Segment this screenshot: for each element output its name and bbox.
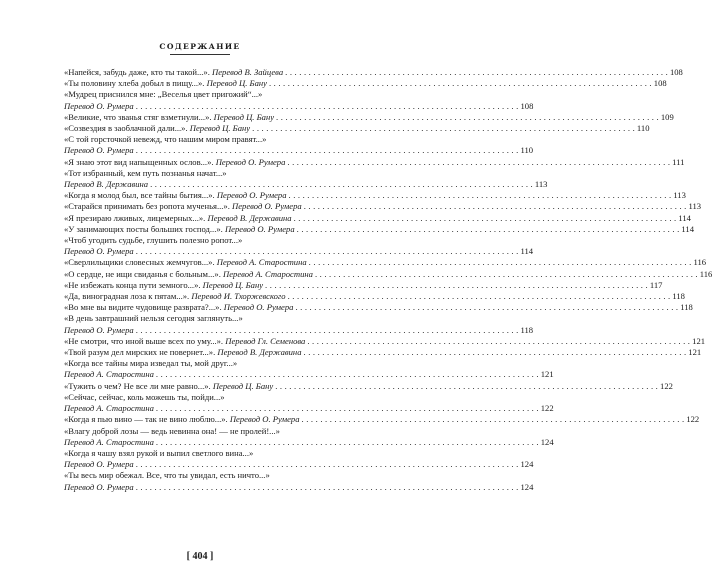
- toc-entry-text: [64, 437, 154, 448]
- toc-page-number: 114: [681, 223, 694, 234]
- translator-credit: Перевод О. Румера: [64, 459, 134, 470]
- toc-page-number: 124: [520, 459, 534, 470]
- dot-leader: [252, 123, 635, 134]
- toc-page-number: 121: [688, 347, 702, 358]
- toc-entry-text: [64, 157, 285, 168]
- poem-first-line: «Старайся принимать без ропота мученья...».: [64, 201, 233, 212]
- poem-first-line: «Ты половину хлеба добыл в пищу...».: [64, 78, 207, 89]
- poem-first-line: «Когда я пью вино — так не вино люблю...».: [64, 414, 230, 425]
- toc-entry-text: [64, 302, 293, 313]
- translator-credit: Перевод Ц. Бану: [189, 123, 251, 134]
- toc-entry: [64, 156, 685, 168]
- toc-entry: [64, 67, 683, 78]
- toc-entry-line: [64, 212, 691, 224]
- toc-entry: [64, 201, 702, 212]
- toc-entry-text: [64, 313, 243, 324]
- poem-first-line: «В день завтрашний нельзя сегодня заглянуть...»: [64, 313, 243, 324]
- toc-entry: [64, 78, 667, 89]
- toc-entry-text: [64, 235, 242, 246]
- toc-entry: [64, 111, 674, 123]
- poem-first-line: «Тот избранный, кем путь познанья начат...»: [64, 167, 227, 178]
- toc-entry-line: [64, 380, 673, 392]
- toc-entry-text: [64, 134, 266, 145]
- toc-entry-text: [64, 101, 134, 112]
- toc-entry-text: [64, 179, 148, 190]
- translator-credit: Перевод О. Румера: [223, 302, 294, 313]
- toc-entry-line: [64, 235, 346, 246]
- translator-credit: Перевод И. Тхоржевского: [191, 291, 286, 302]
- poem-first-line: «Мудрец приснился мне: „Веселья цвет пригожий“...»: [64, 89, 263, 100]
- translator-credit: Перевод О. Румера: [224, 223, 295, 234]
- toc-entry-line: [64, 369, 554, 380]
- dot-leader: [289, 190, 672, 201]
- dot-leader: [136, 325, 519, 336]
- dot-leader: [136, 101, 519, 112]
- poem-first-line: «Созвездия в заоблачной дали...».: [64, 123, 190, 134]
- toc-entry-line: [64, 448, 346, 459]
- dot-leader: [304, 347, 687, 358]
- toc-entry-text: [64, 448, 253, 459]
- poem-first-line: «С той горсточкой невежд, что нашим миром правят...»: [64, 134, 267, 145]
- toc-entry-text: [64, 280, 263, 291]
- dot-leader: [275, 381, 658, 392]
- toc-entry-text: [64, 213, 292, 224]
- poem-first-line: «Ты весь мир обежал. Все, что ты увидал, есть ничто...»: [64, 470, 270, 481]
- toc-entry-line: [64, 426, 346, 437]
- toc-entry-line: [64, 268, 712, 280]
- dot-leader: [276, 112, 659, 123]
- toc-entry: [64, 358, 554, 380]
- toc-entry: [64, 190, 686, 201]
- translator-credit: Перевод О. Румера: [64, 100, 134, 111]
- poem-first-line: «Я презираю лживых, лицемерных...».: [64, 212, 208, 223]
- translator-credit: Перевод О. Румера: [64, 145, 134, 156]
- toc-entry-text: [64, 201, 302, 212]
- translator-credit: Перевод А. Старостина: [216, 257, 307, 268]
- toc-entry-text: [64, 291, 286, 302]
- toc-page-number: 116: [693, 257, 707, 268]
- toc-entry-line: [64, 190, 686, 201]
- dot-leader: [156, 437, 539, 448]
- dot-leader: [309, 257, 692, 268]
- toc-page-number: 116: [699, 268, 712, 279]
- toc-entry: [64, 212, 691, 224]
- translator-credit: Перевод О. Румера: [64, 246, 134, 257]
- toc-entry-line: [64, 78, 667, 89]
- toc-page-number: 124: [540, 436, 554, 447]
- toc-entry-text: [64, 426, 280, 437]
- poem-first-line: «Когда я чашу взял рукой и выпил светлого вина...»: [64, 447, 254, 458]
- dot-leader: [307, 336, 690, 347]
- page-number: [ 404 ]: [186, 551, 214, 562]
- dot-leader: [156, 403, 539, 414]
- dot-leader: [295, 302, 678, 313]
- dot-leader: [136, 482, 519, 493]
- toc-entry-text: [64, 257, 307, 268]
- dot-leader: [136, 145, 519, 156]
- translator-credit: Перевод В. Державина: [217, 347, 302, 358]
- toc-entry-text: [64, 414, 300, 425]
- toc-entry-line: [64, 403, 554, 414]
- toc-entry-line: [64, 134, 346, 145]
- toc-entry-line: [64, 459, 534, 470]
- toc-entry-text: [64, 123, 250, 134]
- poem-first-line: «Во мне вы видите чудовище разврата?...».: [64, 302, 224, 313]
- toc-entry: [64, 470, 534, 492]
- poem-first-line: «Чтоб угодить судьбе, глушить полезно ропот...»: [64, 235, 243, 246]
- poem-first-line: «Великие, что званья стяг взметнули...».: [64, 111, 214, 122]
- toc-entry-text: [64, 67, 283, 78]
- poem-first-line: «Когда я молод был, все тайны бытия...».: [64, 190, 217, 201]
- poem-first-line: «Не смотри, что иной выше всех по уму...».: [64, 335, 226, 346]
- poem-first-line: «Когда все тайны мира изведал ты, мой друг...»: [64, 358, 238, 369]
- toc-entry-line: [64, 201, 702, 212]
- toc-entry: [64, 425, 554, 448]
- toc-entry: [64, 167, 548, 190]
- toc-entry: [64, 223, 694, 235]
- dot-leader: [136, 459, 519, 470]
- translator-credit: Перевод А. Старостина: [223, 268, 313, 279]
- dot-leader: [265, 280, 648, 291]
- toc-page-number: 122: [686, 414, 700, 425]
- toc-entry-line: [64, 302, 693, 313]
- dot-leader: [287, 157, 670, 168]
- toc-entry: [64, 347, 702, 358]
- toc-page-number: 118: [520, 324, 534, 335]
- toc-entry-text: [64, 392, 225, 403]
- toc-page-number: 124: [520, 481, 534, 492]
- toc-entry-line: [64, 100, 534, 112]
- toc-entry-text: [64, 246, 134, 257]
- translator-credit: Перевод О. Румера: [64, 481, 134, 492]
- toc-page-number: 121: [692, 335, 706, 346]
- toc-entry-text: [64, 381, 273, 392]
- dot-leader: [294, 213, 677, 224]
- toc-entry: [64, 257, 707, 268]
- toc-page-number: 110: [636, 123, 650, 134]
- translator-credit: Перевод О. Румера: [232, 201, 302, 212]
- dot-leader: [150, 179, 533, 190]
- poem-first-line: «Не избежать конца пути земного...».: [64, 279, 203, 290]
- toc-entry: [64, 335, 706, 347]
- poem-first-line: «Я знаю этот вид напыщенных ослов...».: [64, 156, 216, 167]
- poem-first-line: «Напейся, забудь даже, кто ты такой...».: [64, 67, 213, 77]
- toc-entry: [64, 313, 534, 335]
- toc-entry-line: [64, 156, 685, 168]
- toc-page-number: 114: [678, 212, 691, 223]
- toc-entry-line: [64, 89, 346, 100]
- translator-credit: Перевод О. Румера: [215, 156, 286, 167]
- toc-entry-line: [64, 123, 650, 134]
- toc-entry-text: [64, 325, 134, 336]
- toc-entry-text: [64, 336, 305, 347]
- dot-leader: [315, 269, 698, 280]
- toc-entry-text: [64, 145, 134, 156]
- toc-entry-text: [64, 470, 270, 481]
- translator-credit: Перевод Ц. Бану: [206, 78, 267, 89]
- toc-page-number: 109: [660, 111, 674, 122]
- poem-first-line: «У занимающих посты больших господ...».: [64, 223, 225, 234]
- toc-entry-line: [64, 358, 346, 369]
- translator-credit: Перевод Гл. Семенова: [225, 335, 306, 346]
- toc-page-number: 110: [520, 145, 534, 156]
- toc-page-number: 118: [680, 302, 693, 313]
- dot-leader: [156, 369, 539, 380]
- translator-credit: Перевод О. Румера: [216, 190, 287, 201]
- toc-entry-line: [64, 179, 548, 190]
- toc-entry-text: [64, 78, 267, 89]
- translator-credit: Перевод В. Державина: [64, 179, 149, 190]
- toc-page-number: 111: [672, 156, 685, 167]
- poem-first-line: «Сверлильщики словесных жемчугов...».: [64, 257, 217, 268]
- toc-entry-line: [64, 313, 346, 324]
- translator-credit: Перевод Ц. Бану: [202, 279, 264, 290]
- toc-entry-text: [64, 403, 154, 414]
- toc-entry-text: [64, 358, 237, 369]
- toc-entry-text: [64, 168, 227, 179]
- toc-page-number: 108: [653, 78, 667, 89]
- toc-page-number: 113: [534, 179, 548, 190]
- toc-entry-line: [64, 67, 683, 78]
- toc-entry-text: [64, 347, 302, 358]
- poem-first-line: «Влагу доброй лозы — ведь невинна она! — не пролей!...»: [64, 425, 280, 436]
- toc-entry-text: [64, 89, 262, 100]
- toc-entry-text: [64, 112, 274, 123]
- toc-entry-line: [64, 291, 685, 302]
- translator-credit: Перевод О. Румера: [64, 324, 134, 335]
- toc-entry: [64, 123, 650, 134]
- toc-entry-line: [64, 145, 534, 156]
- toc-entry: [64, 279, 663, 291]
- toc-entry-line: [64, 246, 534, 257]
- toc-entry-line: [64, 168, 346, 179]
- page-header-title: СОДЕРЖАНИЕ: [159, 42, 241, 51]
- toc-entry: [64, 89, 534, 111]
- poem-first-line: «Да, виноградная лоза к пятам...».: [64, 291, 192, 302]
- dot-leader: [136, 246, 519, 257]
- toc-entry: [64, 235, 534, 257]
- toc-page-number: 118: [672, 291, 685, 302]
- toc-entry: [64, 134, 534, 156]
- toc-page-number: 113: [673, 190, 686, 201]
- toc-entry-line: [64, 481, 534, 493]
- toc-entry-line: [64, 414, 700, 425]
- toc-entry-text: [64, 369, 154, 380]
- toc-entry-line: [64, 324, 534, 336]
- toc-page-number: 114: [520, 246, 534, 257]
- toc-entry-line: [64, 392, 346, 403]
- toc-entry: [64, 302, 693, 313]
- toc-entry: [64, 414, 700, 425]
- poem-first-line: «Твой разум дел мирских не повернет...».: [64, 347, 218, 358]
- translator-credit: Перевод Ц. Бану: [212, 380, 274, 391]
- toc-entry-text: [64, 190, 287, 201]
- toc-entry-line: [64, 347, 702, 358]
- toc-entry: [64, 391, 554, 414]
- translator-credit: Перевод В. Державина: [207, 212, 292, 223]
- toc-entry-line: [64, 279, 663, 291]
- toc-entry: [64, 380, 673, 392]
- toc-entry: [64, 268, 712, 280]
- dot-leader: [304, 201, 687, 212]
- toc-page-number: 122: [660, 380, 673, 391]
- translator-credit: Перевод Ц. Бану: [213, 111, 275, 122]
- toc-entry-line: [64, 436, 554, 448]
- dot-leader: [269, 78, 652, 89]
- poem-first-line: «О сердце, не ищи свиданья с больным...».: [64, 268, 224, 279]
- toc-page-number: 113: [688, 201, 702, 212]
- toc-entry-text: [64, 269, 313, 280]
- dot-leader: [297, 224, 680, 235]
- translator-credit: Перевод В. Зайцева: [212, 67, 284, 77]
- toc-page-number: 121: [540, 369, 554, 380]
- translator-credit: Перевод А. Старостина: [64, 436, 154, 447]
- toc-page-number: 122: [540, 403, 554, 414]
- toc-page-number: 108: [520, 100, 534, 111]
- dot-leader: [302, 414, 685, 425]
- header-rule: [170, 54, 230, 55]
- toc-entry-line: [64, 470, 346, 481]
- dot-leader: [285, 67, 668, 78]
- translator-credit: Перевод А. Старостина: [64, 369, 154, 380]
- poem-first-line: «Тужить о чем? Не все ли мне равно...».: [64, 380, 213, 391]
- toc-entry-text: [64, 482, 134, 493]
- table-of-contents: [64, 67, 712, 493]
- toc-entry-text: [64, 224, 295, 235]
- translator-credit: Перевод А. Старостина: [64, 403, 154, 414]
- translator-credit: Перевод О. Румера: [229, 414, 300, 425]
- toc-page-number: 108: [669, 67, 683, 77]
- toc-entry: [64, 447, 534, 470]
- toc-entry-line: [64, 111, 674, 123]
- poem-first-line: «Сейчас, сейчас, коль можешь ты, пойди...»: [64, 391, 225, 402]
- toc-entry: [64, 291, 685, 302]
- toc-entry-line: [64, 257, 707, 268]
- toc-entry-line: [64, 223, 694, 235]
- toc-entry-text: [64, 459, 134, 470]
- toc-entry-line: [64, 335, 706, 347]
- toc-page-number: 117: [649, 279, 663, 290]
- dot-leader: [288, 291, 671, 302]
